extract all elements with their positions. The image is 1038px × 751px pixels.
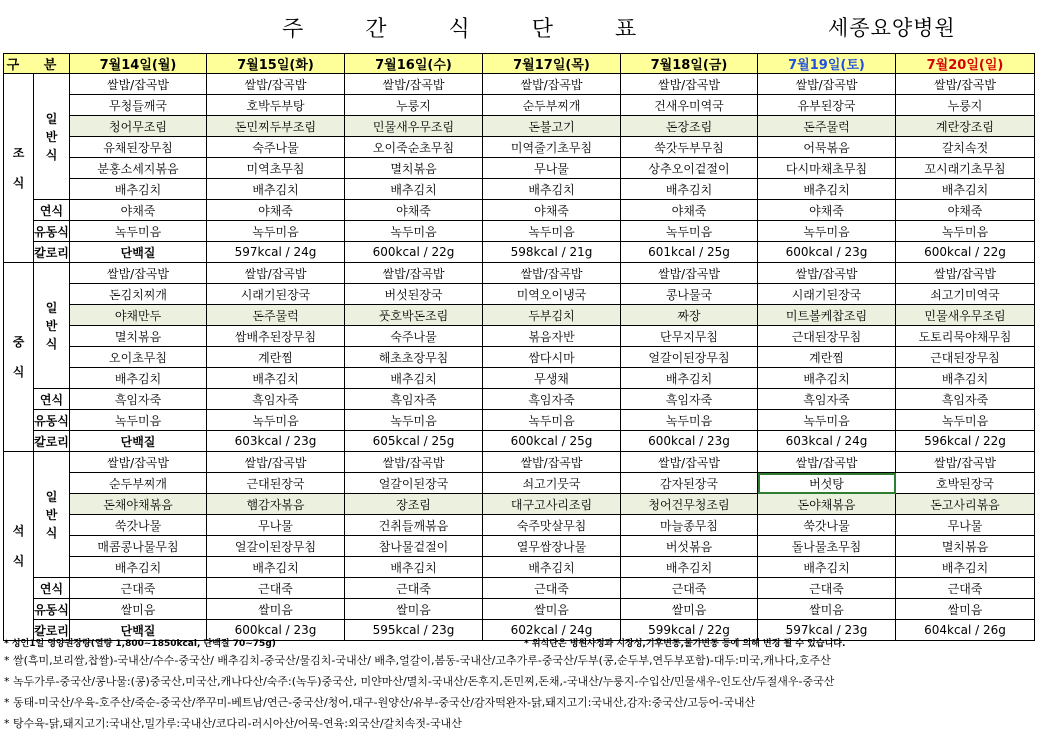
menu-item[interactable]: 어묵볶음: [758, 137, 896, 158]
menu-item[interactable]: 돈불고기: [483, 116, 621, 137]
menu-item[interactable]: 짜장: [621, 305, 758, 326]
menu-item[interactable]: 청어건무청조림: [621, 494, 758, 515]
menu-item[interactable]: 쌀밥/잡곡밥: [345, 74, 483, 95]
menu-item[interactable]: 돈주물럭: [207, 305, 345, 326]
menu-item[interactable]: 풋호박돈조림: [345, 305, 483, 326]
breakfast-soft-row: [4, 200, 1035, 221]
dinner-soft-row: [4, 578, 1035, 599]
menu-item[interactable]: 야채죽: [70, 200, 207, 221]
change-note: * 위식단은 병원사정과 시장성,기후변동,물가변동 등에 의해 변경 될 수 있습니다.: [524, 639, 846, 649]
calorie-label: 칼로리: [34, 431, 70, 452]
menu-item[interactable]: 청어무조림: [70, 116, 207, 137]
menu-item[interactable]: 배추김치: [758, 179, 896, 200]
menu-item[interactable]: 근대죽: [207, 578, 345, 599]
menu-item[interactable]: 배추김치: [621, 368, 758, 389]
liquid-diet-label: 유동식: [34, 599, 70, 620]
origin-note: * 탕수육-닭,돼지고기:국내산,밀가루:국내산/코다리-러시아산/어묵-연육:외국산/갈치속젓-국내산: [4, 717, 462, 730]
calorie-value[interactable]: 598kcal / 21g: [483, 242, 621, 263]
calorie-value[interactable]: 600kcal / 23g: [207, 620, 345, 641]
menu-item[interactable]: 쌀밥/잡곡밥: [621, 452, 758, 473]
menu-item[interactable]: 해초초장무침: [345, 347, 483, 368]
menu-item[interactable]: 쌀밥/잡곡밥: [483, 452, 621, 473]
menu-item[interactable]: 배추김치: [345, 368, 483, 389]
menu-item[interactable]: 돈주물럭: [758, 116, 896, 137]
menu-item[interactable]: 버섯된장국: [345, 284, 483, 305]
calorie-label: 칼로리: [34, 620, 70, 641]
menu-item[interactable]: 녹두미음: [621, 221, 758, 242]
menu-item[interactable]: 쌀밥/잡곡밥: [758, 263, 896, 284]
breakfast-general-row: [4, 137, 1035, 158]
vertical-label: 중 식: [12, 335, 25, 379]
menu-item[interactable]: 다시마채초무침: [758, 158, 896, 179]
category-header: 구 분: [4, 54, 70, 74]
menu-item[interactable]: 쌀밥/잡곡밥: [345, 263, 483, 284]
menu-item[interactable]: 쌈다시마: [483, 347, 621, 368]
calorie-value[interactable]: 604kcal / 26g: [896, 620, 1035, 641]
lunch-calorie-row: [4, 431, 1035, 452]
menu-item[interactable]: 배추김치: [896, 557, 1035, 578]
menu-item[interactable]: 얼갈이된장무침: [621, 347, 758, 368]
menu-item[interactable]: 배추김치: [896, 368, 1035, 389]
menu-item[interactable]: 시래기된장국: [207, 284, 345, 305]
header-row: [4, 54, 1035, 74]
menu-item[interactable]: 배추김치: [70, 557, 207, 578]
breakfast-general-row: [4, 95, 1035, 116]
menu-item[interactable]: 무나물: [896, 515, 1035, 536]
day-header: 7월16일(수): [345, 54, 483, 74]
menu-item[interactable]: 야채죽: [621, 200, 758, 221]
menu-item[interactable]: 근대죽: [483, 578, 621, 599]
menu-item[interactable]: 녹두미음: [896, 221, 1035, 242]
menu-item[interactable]: 쌀밥/잡곡밥: [758, 452, 896, 473]
notes-header-line: [4, 636, 1034, 650]
calorie-value[interactable]: 600kcal / 22g: [896, 242, 1035, 263]
menu-item[interactable]: 돈장조림: [621, 116, 758, 137]
menu-item[interactable]: 흑임자죽: [207, 389, 345, 410]
menu-item[interactable]: 대구고사리조림: [483, 494, 621, 515]
menu-item[interactable]: 쌀밥/잡곡밥: [896, 74, 1035, 95]
menu-item[interactable]: 배추김치: [207, 368, 345, 389]
menu-item[interactable]: 야채죽: [483, 200, 621, 221]
menu-item[interactable]: 민물새우무조림: [345, 116, 483, 137]
day-header-sunday: 7월20일(일): [896, 54, 1035, 74]
menu-item[interactable]: 얼갈이된장국: [345, 473, 483, 494]
menu-item[interactable]: 참나물겉절이: [345, 536, 483, 557]
menu-item[interactable]: 쌀밥/잡곡밥: [621, 74, 758, 95]
menu-item[interactable]: 오이죽순초무침: [345, 137, 483, 158]
menu-item[interactable]: 녹두미음: [207, 221, 345, 242]
menu-item[interactable]: 계란장조림: [896, 116, 1035, 137]
menu-item[interactable]: 멸치볶음: [896, 536, 1035, 557]
menu-item[interactable]: 볶음자반: [483, 326, 621, 347]
breakfast-general-row: [4, 74, 1035, 95]
menu-item[interactable]: 야채죽: [207, 200, 345, 221]
menu-item[interactable]: 녹두미음: [345, 221, 483, 242]
menu-item[interactable]: 쌀밥/잡곡밥: [207, 74, 345, 95]
dinner-general-row: [4, 515, 1035, 536]
menu-item[interactable]: 쌀밥/잡곡밥: [483, 263, 621, 284]
menu-item[interactable]: 쌀밥/잡곡밥: [70, 452, 207, 473]
menu-item[interactable]: 쌀밥/잡곡밥: [70, 74, 207, 95]
hospital-name: 세종요양병원: [828, 16, 956, 40]
menu-item[interactable]: 버섯탕: [758, 473, 896, 494]
vertical-label: 일 반 식: [45, 111, 58, 162]
breakfast-general-row: [4, 179, 1035, 200]
menu-item[interactable]: 녹두미음: [483, 221, 621, 242]
menu-item[interactable]: 두부김치: [483, 305, 621, 326]
nutrition-note: * 성인1일 영양권장량(열량 1,800~1850kcal, 단백질 70~75g): [4, 639, 276, 649]
origin-note: * 녹두가루-중국산/콩나물:(콩)중국산,미국산,캐나다산/숙주:(녹두)중국산, 미얀마산/멸치-국내산/돈후지,돈민찌,돈채,-국내산/누룽지-수입산/민물새우-인도산/두절새우-중국산: [4, 675, 835, 688]
menu-item[interactable]: 쌀미음: [345, 599, 483, 620]
menu-item[interactable]: 녹두미음: [483, 410, 621, 431]
menu-item[interactable]: 근대된장무침: [758, 326, 896, 347]
menu-item[interactable]: 숙주맛살무침: [483, 515, 621, 536]
menu-item[interactable]: 근대죽: [758, 578, 896, 599]
menu-item[interactable]: 쌀밥/잡곡밥: [896, 263, 1035, 284]
menu-item[interactable]: 열무쌈장나물: [483, 536, 621, 557]
general-diet-label: [34, 452, 70, 578]
vertical-label: 석 식: [12, 524, 25, 568]
menu-item[interactable]: 배추김치: [207, 557, 345, 578]
day-header: 7월17일(목): [483, 54, 621, 74]
notes-section: [4, 636, 1034, 734]
calorie-value[interactable]: 601kcal / 25g: [621, 242, 758, 263]
menu-item[interactable]: 도토리묵야채무침: [896, 326, 1035, 347]
menu-item[interactable]: 숙주나물: [207, 137, 345, 158]
menu-item[interactable]: 쌀밥/잡곡밥: [758, 74, 896, 95]
day-header: 7월14일(월): [70, 54, 207, 74]
breakfast-general-row: [4, 158, 1035, 179]
menu-item[interactable]: 미역오이냉국: [483, 284, 621, 305]
menu-item[interactable]: 근대된장무침: [896, 347, 1035, 368]
menu-item[interactable]: 민물새우무조림: [896, 305, 1035, 326]
vertical-label: 조 식: [12, 146, 25, 190]
menu-item[interactable]: 쇠고기뭇국: [483, 473, 621, 494]
calorie-value[interactable]: 595kcal / 23g: [345, 620, 483, 641]
menu-item[interactable]: 유채된장무침: [70, 137, 207, 158]
menu-item[interactable]: 야채죽: [345, 200, 483, 221]
dinner-general-row: [4, 473, 1035, 494]
calorie-label: 칼로리: [34, 242, 70, 263]
lunch-general-row: [4, 347, 1035, 368]
menu-item[interactable]: 녹두미음: [70, 221, 207, 242]
menu-item[interactable]: 쌀미음: [483, 599, 621, 620]
menu-item[interactable]: 계란찜: [758, 347, 896, 368]
menu-item[interactable]: 돈고사리볶음: [896, 494, 1035, 515]
menu-item[interactable]: 배추김치: [621, 179, 758, 200]
breakfast-label: [4, 74, 34, 263]
menu-item[interactable]: 배추김치: [621, 557, 758, 578]
menu-item[interactable]: 돈김치찌개: [70, 284, 207, 305]
menu-item[interactable]: 녹두미음: [758, 221, 896, 242]
dinner-general-row: [4, 557, 1035, 578]
menu-item[interactable]: 무나물: [483, 158, 621, 179]
lunch-general-row: [4, 326, 1035, 347]
menu-item[interactable]: 감자된장국: [621, 473, 758, 494]
menu-item[interactable]: 근대죽: [896, 578, 1035, 599]
menu-item[interactable]: 시래기된장국: [758, 284, 896, 305]
menu-item[interactable]: 쇠고기미역국: [896, 284, 1035, 305]
menu-item[interactable]: 쌀밥/잡곡밥: [70, 263, 207, 284]
calorie-value[interactable]: 600kcal / 22g: [345, 242, 483, 263]
menu-item[interactable]: 숙주나물: [345, 326, 483, 347]
menu-item[interactable]: 돈민찌두부조림: [207, 116, 345, 137]
menu-item[interactable]: 근대된장국: [207, 473, 345, 494]
menu-item[interactable]: 순두부찌개: [483, 95, 621, 116]
calorie-value[interactable]: 603kcal / 24g: [758, 431, 896, 452]
menu-item[interactable]: 쑥갓나물: [70, 515, 207, 536]
calorie-value[interactable]: 605kcal / 25g: [345, 431, 483, 452]
page-header: [0, 12, 1038, 42]
menu-item[interactable]: 햄감자볶음: [207, 494, 345, 515]
menu-item[interactable]: 콩나물국: [621, 284, 758, 305]
lunch-general-row: [4, 284, 1035, 305]
menu-item[interactable]: 매콤콩나물무침: [70, 536, 207, 557]
menu-item[interactable]: 쌀밥/잡곡밥: [621, 263, 758, 284]
calorie-value[interactable]: 597kcal / 23g: [758, 620, 896, 641]
menu-item[interactable]: 호박두부탕: [207, 95, 345, 116]
calorie-value[interactable]: 599kcal / 22g: [621, 620, 758, 641]
lunch-liquid-row: [4, 410, 1035, 431]
menu-item[interactable]: 녹두미음: [621, 410, 758, 431]
menu-item[interactable]: 쌀미음: [70, 599, 207, 620]
calorie-value[interactable]: 600kcal / 25g: [483, 431, 621, 452]
menu-item[interactable]: 미트볼케찹조림: [758, 305, 896, 326]
origin-note: * 쌀(흑미,보리쌀,찹쌀)-국내산/수수-중국산/ 배추김치-중국산/물김치-국내산/ 배추,얼갈이,봄동-국내산/고추가루-중국산/두부(콩,순두부,연두부포함)-대두:미국,캐나다,호주산: [4, 654, 831, 667]
menu-item[interactable]: 배추김치: [345, 557, 483, 578]
lunch-general-row: [4, 368, 1035, 389]
menu-item[interactable]: 배추김치: [483, 557, 621, 578]
lunch-soft-row: [4, 389, 1035, 410]
menu-item[interactable]: 흑임자죽: [483, 389, 621, 410]
day-header-saturday: 7월19일(토): [758, 54, 896, 74]
menu-item[interactable]: 쌀밥/잡곡밥: [483, 74, 621, 95]
menu-item[interactable]: 건취들깨볶음: [345, 515, 483, 536]
menu-item[interactable]: 쌀미음: [207, 599, 345, 620]
menu-item[interactable]: 배추김치: [207, 179, 345, 200]
dinner-liquid-row: [4, 599, 1035, 620]
menu-item[interactable]: 배추김치: [345, 179, 483, 200]
menu-item[interactable]: 야채죽: [758, 200, 896, 221]
soft-diet-label: 연식: [34, 200, 70, 221]
menu-item[interactable]: 누룽지: [345, 95, 483, 116]
menu-item[interactable]: 쌀미음: [758, 599, 896, 620]
liquid-diet-label: 유동식: [34, 221, 70, 242]
menu-item[interactable]: 건새우미역국: [621, 95, 758, 116]
calorie-value[interactable]: 600kcal / 23g: [621, 431, 758, 452]
menu-item[interactable]: 배추김치: [70, 368, 207, 389]
page-title: 주간식단표: [282, 17, 699, 42]
menu-item[interactable]: 마늘종무침: [621, 515, 758, 536]
general-diet-label: [34, 263, 70, 389]
weekly-menu-table: [3, 53, 1035, 641]
menu-item[interactable]: 멸치볶음: [70, 326, 207, 347]
day-header: 7월18일(금): [621, 54, 758, 74]
vertical-label: 일 반 식: [45, 300, 58, 351]
lunch-general-row: [4, 305, 1035, 326]
menu-item[interactable]: 얼갈이된장무침: [207, 536, 345, 557]
menu-item[interactable]: 쌀밥/잡곡밥: [345, 452, 483, 473]
lunch-label: [4, 263, 34, 452]
menu-item[interactable]: 미역초무침: [207, 158, 345, 179]
lunch-general-row: [4, 263, 1035, 284]
menu-item[interactable]: 야채죽: [896, 200, 1035, 221]
menu-item[interactable]: 쌈배추된장무침: [207, 326, 345, 347]
menu-item[interactable]: 버섯볶음: [621, 536, 758, 557]
menu-item[interactable]: 근대죽: [345, 578, 483, 599]
liquid-diet-label: 유동식: [34, 410, 70, 431]
calorie-value[interactable]: 603kcal / 23g: [207, 431, 345, 452]
dinner-general-row: [4, 452, 1035, 473]
menu-item[interactable]: 돈채야채볶음: [70, 494, 207, 515]
protein-label: 단백질: [70, 620, 207, 641]
menu-item[interactable]: 꼬시래기초무침: [896, 158, 1035, 179]
menu-item[interactable]: 쌀미음: [621, 599, 758, 620]
breakfast-liquid-row: [4, 221, 1035, 242]
menu-item[interactable]: 무생채: [483, 368, 621, 389]
menu-item[interactable]: 배추김치: [483, 179, 621, 200]
dinner-label: [4, 452, 34, 641]
menu-item[interactable]: 계란찜: [207, 347, 345, 368]
menu-item[interactable]: 흑임자죽: [621, 389, 758, 410]
origin-note: * 동태-미국산/우육-호주산/죽순-중국산/쭈꾸미-베트남/연근-중국산/청어,대구-원양산/유부-중국산/감자떡완자-닭,돼지고기:국내산,감자:중국산/고등어-국내산: [4, 696, 756, 709]
menu-item[interactable]: 배추김치: [758, 368, 896, 389]
menu-item[interactable]: 쌀미음: [896, 599, 1035, 620]
menu-item[interactable]: 쑥갓나물: [758, 515, 896, 536]
menu-item[interactable]: 쌀밥/잡곡밥: [207, 263, 345, 284]
menu-item[interactable]: 누룽지: [896, 95, 1035, 116]
dinner-general-row: [4, 494, 1035, 515]
calorie-value[interactable]: 602kcal / 24g: [483, 620, 621, 641]
menu-item[interactable]: 미역줄기초무침: [483, 137, 621, 158]
menu-item[interactable]: 녹두미음: [896, 410, 1035, 431]
menu-item[interactable]: 오이초무침: [70, 347, 207, 368]
breakfast-calorie-row: [4, 242, 1035, 263]
vertical-label: 일 반 식: [45, 489, 58, 540]
menu-item[interactable]: 흑임자죽: [345, 389, 483, 410]
menu-item[interactable]: 순두부찌개: [70, 473, 207, 494]
general-diet-label: [34, 74, 70, 200]
menu-item[interactable]: 분홍소세지볶음: [70, 158, 207, 179]
menu-item[interactable]: 장조림: [345, 494, 483, 515]
menu-item[interactable]: 흑임자죽: [896, 389, 1035, 410]
soft-diet-label: 연식: [34, 389, 70, 410]
menu-item[interactable]: 흑임자죽: [70, 389, 207, 410]
menu-item[interactable]: 녹두미음: [345, 410, 483, 431]
menu-item[interactable]: 쑥갓두부무침: [621, 137, 758, 158]
calorie-value[interactable]: 596kcal / 22g: [896, 431, 1035, 452]
menu-item[interactable]: 무청들깨국: [70, 95, 207, 116]
menu-item[interactable]: 쌀밥/잡곡밥: [896, 452, 1035, 473]
menu-item[interactable]: 멸치볶음: [345, 158, 483, 179]
protein-label: 단백질: [70, 242, 207, 263]
menu-item[interactable]: 유부된장국: [758, 95, 896, 116]
breakfast-general-row: [4, 116, 1035, 137]
menu-item[interactable]: 상추오이겉절이: [621, 158, 758, 179]
menu-item[interactable]: 돈야채볶음: [758, 494, 896, 515]
menu-item[interactable]: 근대죽: [621, 578, 758, 599]
menu-item[interactable]: 갈치속젓: [896, 137, 1035, 158]
menu-item[interactable]: 무나물: [207, 515, 345, 536]
menu-item[interactable]: 돌나물초무침: [758, 536, 896, 557]
soft-diet-label: 연식: [34, 578, 70, 599]
calorie-value[interactable]: 597kcal / 24g: [207, 242, 345, 263]
menu-item[interactable]: 야채만두: [70, 305, 207, 326]
menu-item[interactable]: 흑임자죽: [758, 389, 896, 410]
menu-item[interactable]: 녹두미음: [758, 410, 896, 431]
menu-item[interactable]: 배추김치: [758, 557, 896, 578]
menu-item[interactable]: 녹두미음: [207, 410, 345, 431]
calorie-value[interactable]: 600kcal / 23g: [758, 242, 896, 263]
menu-item[interactable]: 단무지무침: [621, 326, 758, 347]
menu-item[interactable]: 녹두미음: [70, 410, 207, 431]
menu-item[interactable]: 근대죽: [70, 578, 207, 599]
dinner-general-row: [4, 536, 1035, 557]
menu-item[interactable]: 쌀밥/잡곡밥: [207, 452, 345, 473]
day-header: 7월15일(화): [207, 54, 345, 74]
menu-item[interactable]: 배추김치: [896, 179, 1035, 200]
protein-label: 단백질: [70, 431, 207, 452]
menu-item[interactable]: 배추김치: [70, 179, 207, 200]
menu-item[interactable]: 호박된장국: [896, 473, 1035, 494]
